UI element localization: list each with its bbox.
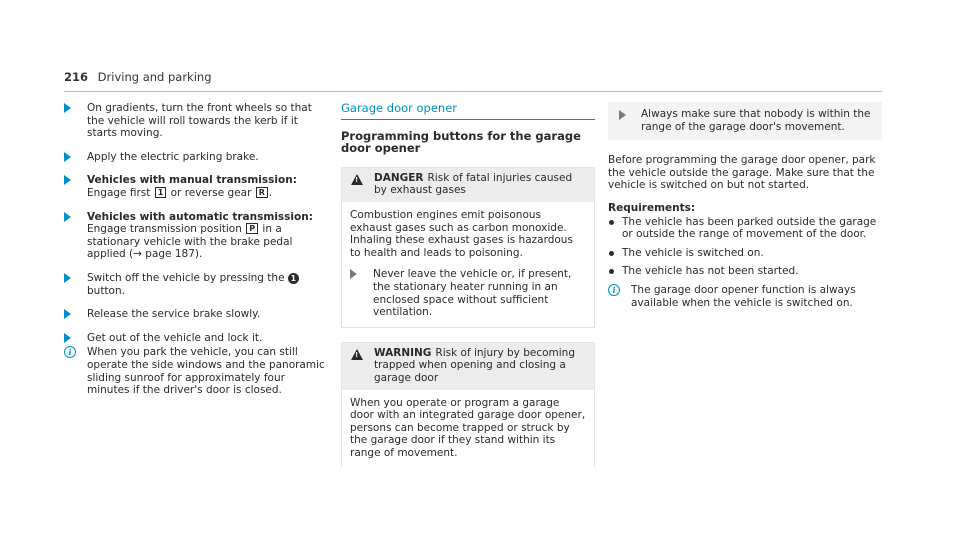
step-automatic-transmission: Vehicles with automatic transmission: Engage transmission position P in a stationary vehicle with the brake pedal applied (→ page 187). [64, 211, 326, 261]
danger-header: ! DANGER Risk of fatal injuries caused by exhaust gases [342, 168, 594, 202]
warning-box [341, 342, 595, 468]
list-item: The vehicle is switched on. [608, 247, 882, 260]
list-item: The vehicle has been parked outside the garage or outside the range of movement of the door. [608, 216, 882, 241]
step-lock-vehicle: Get out of the vehicle and lock it. [64, 332, 326, 345]
step-arrow-icon [64, 152, 71, 162]
warning-body: When you operate or program a garage door with an integrated garage door opener, persons can become trapped or struck by the garage door if they stand within its range of movement. [350, 396, 586, 459]
page-header [64, 70, 212, 84]
header-section: Driving and parking [97, 70, 212, 84]
step-arrow-icon [64, 212, 71, 222]
warning-header: ! WARNING Risk of injury by becoming trapped when opening and closing a garage door [342, 343, 594, 390]
park-position-key-icon: P [246, 223, 258, 234]
header-divider [64, 91, 882, 92]
step-arrow-icon [64, 309, 71, 319]
gear-1-key-icon: 1 [155, 187, 167, 198]
warning-step-continued: Always make sure that nobody is within the range of the garage door's movement. [608, 102, 882, 140]
warning-triangle-icon [351, 174, 363, 185]
step-release-brake: Release the service brake slowly. [64, 308, 326, 321]
subsection-title: Programming buttons for the garage door opener [341, 128, 581, 156]
note-availability: i The garage door opener function is always available when the vehicle is switched on. [608, 284, 882, 309]
step-parking-brake: Apply the electric parking brake. [64, 151, 326, 164]
callout-number-icon: 1 [288, 273, 299, 284]
step-arrow-icon [350, 269, 357, 279]
step-front-wheels: On gradients, turn the front wheels so that the vehicle will roll towards the kerb if it starts moving. [64, 102, 326, 140]
step-arrow-icon [64, 103, 71, 113]
requirements-list [608, 216, 882, 278]
page-number: 216 [64, 70, 89, 84]
info-icon: i [608, 284, 620, 296]
column-left [64, 102, 326, 397]
warning-triangle-icon [351, 349, 363, 360]
danger-box [341, 167, 595, 328]
section-title: Garage door opener [341, 102, 595, 120]
step-arrow-icon [64, 175, 71, 185]
info-icon: i [64, 346, 76, 358]
step-arrow-icon [64, 273, 71, 283]
note-windows: i When you park the vehicle, you can still operate the side windows and the panoramic sliding sunroof for approximately four minutes if the driver's door is closed. [64, 346, 326, 396]
step-switch-off: Switch off the vehicle by pressing the 1 button. [64, 272, 326, 297]
column-right [608, 102, 882, 309]
step-arrow-icon [619, 110, 626, 120]
column-middle [341, 102, 595, 481]
intro-paragraph: Before programming the garage door opener, park the vehicle outside the garage. Make sure that the vehicle is switched on but not started. [608, 154, 876, 192]
requirements-title: Requirements: [608, 201, 696, 214]
danger-step: Never leave the vehicle or, if present, the stationary heater running in an enclosed space without sufficient ventilation. [350, 268, 586, 318]
step-manual-transmission: Vehicles with manual transmission: Engage first 1 or reverse gear R . [64, 174, 326, 199]
list-item: The vehicle has not been started. [608, 265, 882, 278]
danger-body: Combustion engines emit poisonous exhaust gases such as carbon monoxide. Inhaling these exhaust gases is hazardous to health and leads to poisoning. Never leave the vehicle or, if present, the stationary heater running in an enclosed space without sufficient ventilation. [342, 202, 594, 327]
step-arrow-icon [64, 333, 71, 343]
reverse-gear-key-icon: R [256, 187, 268, 198]
